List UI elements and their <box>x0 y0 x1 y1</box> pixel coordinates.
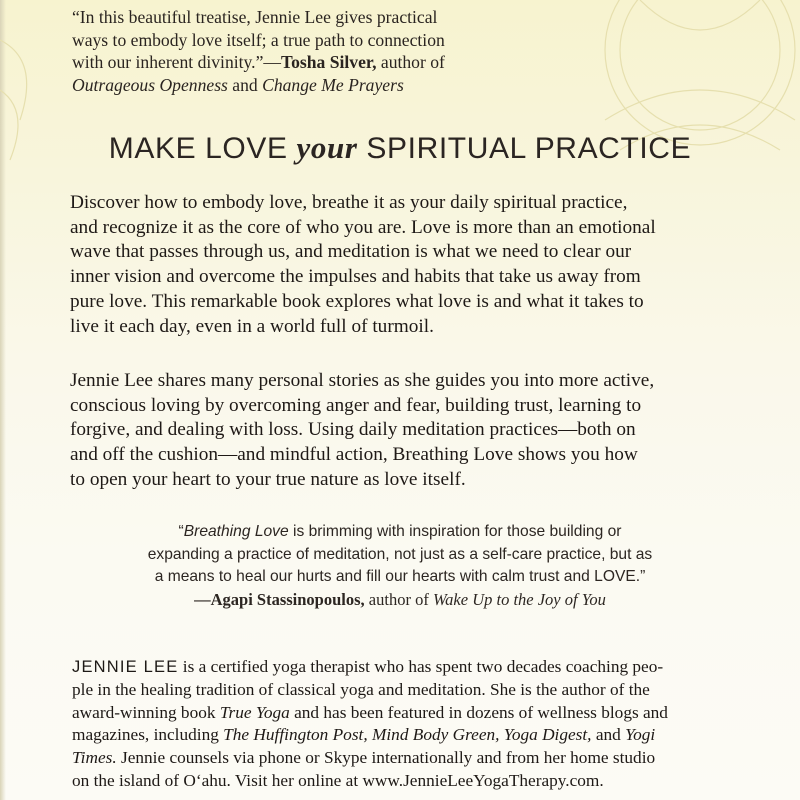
publication-name: Yogi <box>625 725 656 745</box>
bio-text: award-winning book <box>72 702 220 722</box>
endorsement-quote-top <box>72 6 542 96</box>
quote-line: ways to embody love itself; a true path to connection <box>72 29 445 50</box>
bio-line: on the island of O‘ahu. Visit her online at www.JennieLeeYogaTherapy.com. <box>72 770 604 790</box>
paragraph-line: wave that passes through us, and meditation is what we need to clear our <box>70 241 632 263</box>
book-title: True Yoga <box>219 702 290 722</box>
paragraph-line: conscious loving by overcoming anger and fear, building trust, learning to <box>70 394 642 416</box>
quote-text: and <box>227 74 263 95</box>
publication-names: The Huffington Post, Mind Body Green, Yoga Digest, <box>223 725 592 745</box>
headline-text: MAKE LOVE <box>108 132 297 165</box>
bio-text: is a certified yoga therapist who has spent two decades coaching peo- <box>178 657 664 676</box>
quote-line: expanding a practice of meditation, not just as a self-care practice, but as <box>147 545 653 563</box>
paragraph-line: forgive, and dealing with loss. Using daily meditation practices—both on <box>70 419 636 441</box>
endorser-name: —Agapi Stassinopoulos, <box>194 589 365 609</box>
paragraph-line: inner vision and overcome the impulses and habits that take us away from <box>70 266 641 288</box>
scan-edge <box>0 0 6 800</box>
paragraph-line: and off the cushion—and mindful action, Breathing Love shows you how <box>70 444 638 466</box>
description-paragraph-1 <box>70 191 750 339</box>
book-title: Outrageous Openness <box>72 74 228 95</box>
headline <box>0 130 800 166</box>
book-title: Breathing Love <box>183 523 289 540</box>
bio-line <box>72 702 748 725</box>
quote-text: author of <box>376 52 445 72</box>
endorser-name: Tosha Silver, <box>280 52 377 72</box>
quote-text: with our inherent divinity.”— <box>72 52 281 72</box>
bio-text: and has been featured in dozens of wellness blogs and <box>289 702 668 722</box>
quote-line: a means to heal our hurts and fill our hearts with calm trust and LOVE.” <box>154 568 646 585</box>
bio-text: and <box>591 725 626 745</box>
paragraph-line: Discover how to embody love, breathe it as your daily spiritual practice, <box>70 192 628 213</box>
paragraph-line: and recognize it as the core of who you are. Love is more than an emotional <box>70 216 656 238</box>
book-title: Change Me Prayers <box>262 74 404 95</box>
bio-line <box>72 656 748 679</box>
headline-text: SPIRITUAL PRACTICE <box>357 132 692 165</box>
quote-line <box>72 74 542 97</box>
paragraph-line: Jennie Lee shares many personal stories as she guides you into more active, <box>70 370 655 391</box>
bio-line <box>72 724 748 747</box>
quote-line <box>40 521 760 544</box>
paragraph-line: to open your heart to your true nature as love itself. <box>70 468 466 490</box>
quote-line <box>72 51 542 74</box>
attribution-text: author of <box>364 589 433 609</box>
publication-name: Times. <box>72 748 117 768</box>
quote-text: is brimming with inspiration for those building or <box>288 523 622 540</box>
endorsement-quote-middle <box>40 521 760 611</box>
book-title: Wake Up to the Joy of You <box>432 589 606 609</box>
paragraph-line: pure love. This remarkable book explores what love is and what it takes to <box>70 290 644 312</box>
bio-text: magazines, including <box>72 725 224 745</box>
bio-text: Jennie counsels via phone or Skype internationally and from her home studio <box>116 748 656 768</box>
bio-line <box>72 747 748 770</box>
quote-attribution <box>40 589 760 612</box>
headline-emphasis: your <box>296 130 358 165</box>
bio-line: ple in the healing tradition of classical yoga and meditation. She is the author of the <box>72 679 650 699</box>
author-name: JENNIE LEE <box>72 658 179 676</box>
paragraph-line: live it each day, even in a world full of turmoil. <box>70 315 434 337</box>
quote-mark: “ <box>178 523 184 540</box>
description-paragraph-2 <box>70 369 750 493</box>
author-bio <box>72 656 748 793</box>
quote-line: “In this beautiful treatise, Jennie Lee gives practical <box>72 7 438 27</box>
